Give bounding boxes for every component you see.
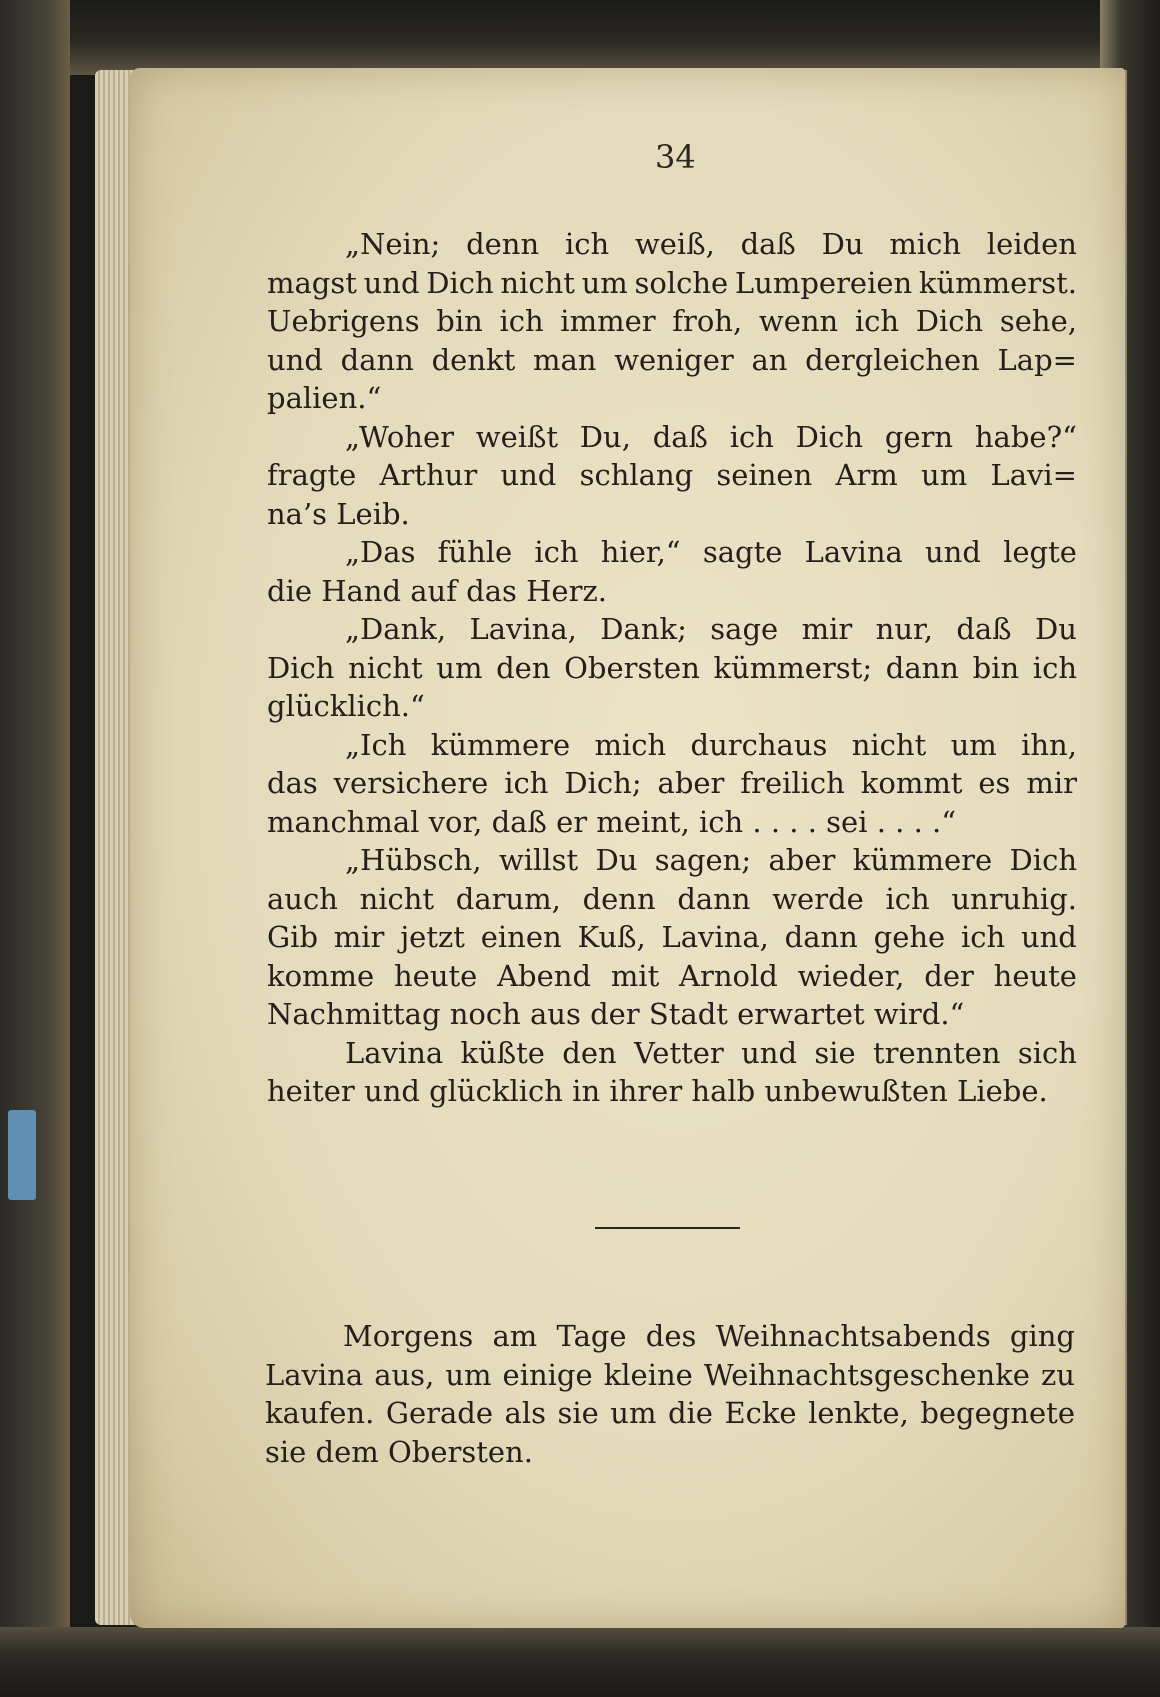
- page-number: 34: [655, 138, 696, 176]
- text-line: Dich nicht um den Obersten kümmerst; dann bin ich: [267, 650, 1077, 685]
- text-line: „Hübsch, willst Du sagen; aber kümmere Dich: [345, 843, 1077, 877]
- text-line: die Hand auf das Herz.: [267, 573, 607, 608]
- text-line: komme heute Abend mit Arnold wieder, der heute: [267, 958, 1077, 993]
- text-line: kaufen. Gerade als sie um die Ecke lenkte, begegnete: [265, 1396, 1075, 1430]
- text-line: „Das fühle ich hier,“ sagte Lavina und legte: [345, 535, 1077, 569]
- text-line: fragte Arthur und schlang seinen Arm um Lavi=: [267, 458, 1077, 492]
- text-line: auch nicht darum, denn dann werde ich unruhig.: [267, 881, 1077, 916]
- section-divider: [595, 1227, 740, 1229]
- text-block-dialogue: [267, 225, 1077, 1111]
- text-line: na’s Leib.: [267, 496, 410, 531]
- text-line: magst und Dich nicht um solche Lumpereien kümmerst.: [267, 265, 1077, 300]
- text-line: heiter und glücklich in ihrer halb unbewußten Liebe.: [267, 1074, 1048, 1108]
- text-line: manchmal vor, daß er meint, ich . . . . sei . . . .“: [267, 804, 957, 839]
- text-line: „Dank, Lavina, Dank; sage mir nur, daß Du: [345, 612, 1077, 646]
- text-line: Lavina küßte den Vetter und sie trennten sich: [345, 1035, 1077, 1070]
- text-line: und dann denkt man weniger an dergleichen Lap=: [267, 342, 1077, 377]
- text-line: Gib mir jetzt einen Kuß, Lavina, dann gehe ich und: [267, 920, 1077, 954]
- book-cover-top: [0, 0, 1160, 75]
- book-spine: [0, 0, 70, 1697]
- text-line: palien.“: [267, 381, 382, 415]
- text-line: das versichere ich Dich; aber freilich kommt es mir: [267, 766, 1077, 800]
- text-line: „Ich kümmere mich durchaus nicht um ihn,: [345, 727, 1077, 762]
- page-stack-edges: [95, 70, 135, 1625]
- text-line: Morgens am Tage des Weihnachtsabends ging: [343, 1319, 1075, 1353]
- book-cover-bottom: [0, 1627, 1160, 1697]
- text-line: „Nein; denn ich weiß, daß Du mich leiden: [345, 227, 1077, 261]
- text-line: Uebrigens bin ich immer froh, wenn ich Dich sehe,: [267, 304, 1077, 338]
- text-line: sie dem Obersten.: [265, 1434, 533, 1469]
- text-line: „Woher weißt Du, daß ich Dich gern habe?“: [345, 419, 1077, 454]
- text-line: Nachmittag noch aus der Stadt erwartet wird.“: [267, 997, 965, 1031]
- text-line: Lavina aus, um einige kleine Weihnachtsgeschenke zu: [265, 1357, 1075, 1392]
- text-block-section-start: [265, 1317, 1075, 1471]
- bookmark-tab: [8, 1110, 36, 1200]
- text-line: glücklich.“: [267, 689, 425, 723]
